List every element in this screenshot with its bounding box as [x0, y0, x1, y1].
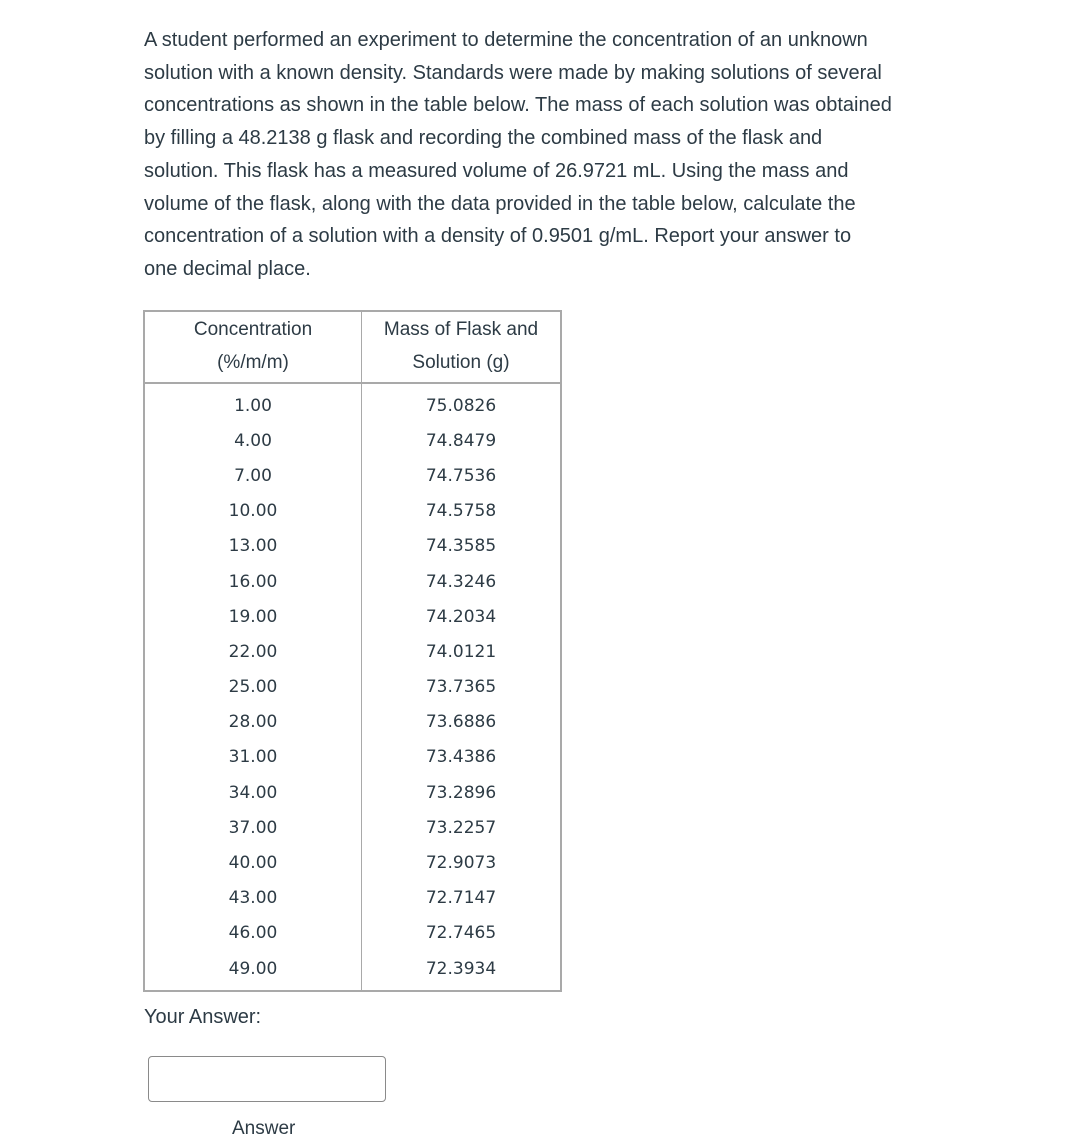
mass-cell: 73.7365	[425, 677, 497, 698]
mass-cell: 74.3585	[425, 536, 497, 557]
question-line: concentrations as shown in the table below. The mass of each solution was obtained	[144, 94, 892, 117]
table-row	[144, 845, 561, 880]
mass-cell: 74.7536	[425, 465, 497, 486]
data-table	[143, 310, 562, 992]
concentration-cell: 19.00	[144, 599, 362, 634]
mass-cell: 73.6886	[425, 712, 497, 733]
mass-cell: 72.7147	[425, 888, 497, 909]
question-text	[144, 24, 1004, 286]
question-line: concentration of a solution with a density of 0.9501 g/mL. Report your answer to	[144, 225, 852, 248]
mass-cell: 74.0121	[425, 641, 497, 662]
table-row	[144, 810, 561, 845]
table-row	[144, 951, 561, 991]
mass-cell: 72.3934	[425, 958, 497, 979]
question-line: volume of the flask, along with the data provided in the table below, calculate the	[144, 192, 856, 215]
concentration-cell: 22.00	[144, 634, 362, 669]
table-header	[144, 311, 561, 383]
mass-cell: 74.5758	[425, 501, 497, 522]
table-row	[144, 383, 561, 423]
concentration-cell: 49.00	[144, 951, 362, 991]
concentration-cell: 25.00	[144, 670, 362, 705]
header-mass	[362, 311, 562, 383]
concentration-cell: 40.00	[144, 845, 362, 880]
header-concentration	[144, 311, 362, 383]
mass-cell: 74.3246	[425, 571, 497, 592]
concentration-cell: 4.00	[144, 423, 362, 458]
table-row	[144, 705, 561, 740]
header-concentration-line1: Concentration	[193, 319, 313, 340]
table-row	[144, 458, 561, 493]
question-line: by filling a 48.2138 g flask and recording the combined mass of the flask and	[144, 127, 823, 150]
table-row	[144, 564, 561, 599]
table-row	[144, 599, 561, 634]
concentration-cell: 16.00	[144, 564, 362, 599]
concentration-cell: 28.00	[144, 705, 362, 740]
table-row	[144, 881, 561, 916]
question-line: solution with a known density. Standards were made by making solutions of several	[144, 61, 882, 84]
concentration-cell: 37.00	[144, 810, 362, 845]
mass-cell: 74.2034	[425, 606, 497, 627]
mass-cell: 72.7465	[425, 923, 497, 944]
concentration-cell: 34.00	[144, 775, 362, 810]
question-line: one decimal place.	[144, 257, 311, 280]
concentration-cell: 10.00	[144, 494, 362, 529]
header-row	[144, 311, 561, 383]
header-mass-line1: Mass of Flask and	[383, 319, 539, 340]
header-concentration-line2: (%/m/m)	[217, 352, 289, 373]
mass-cell: 75.0826	[425, 395, 497, 416]
table-row	[144, 529, 561, 564]
table-row	[144, 634, 561, 669]
answer-label: Your Answer:	[144, 1006, 262, 1028]
table-body	[144, 383, 561, 991]
table-row	[144, 494, 561, 529]
mass-cell: 73.2257	[425, 817, 497, 838]
concentration-cell: 13.00	[144, 529, 362, 564]
concentration-cell: 31.00	[144, 740, 362, 775]
table-row	[144, 740, 561, 775]
mass-cell: 73.4386	[425, 747, 497, 768]
mass-cell: 74.8479	[425, 430, 497, 451]
answer-input[interactable]	[148, 1056, 386, 1102]
table-row	[144, 670, 561, 705]
concentration-cell: 46.00	[144, 916, 362, 951]
mass-cell: 72.9073	[425, 853, 497, 874]
question-line: A student performed an experiment to determine the concentration of an unknown	[144, 29, 868, 51]
concentration-cell: 43.00	[144, 881, 362, 916]
answer-caption: Answer	[232, 1118, 296, 1139]
concentration-cell: 7.00	[144, 458, 362, 493]
concentration-cell: 1.00	[144, 383, 362, 423]
header-mass-line2: Solution (g)	[412, 352, 510, 373]
table-row	[144, 916, 561, 951]
table-row	[144, 423, 561, 458]
mass-cell: 73.2896	[425, 782, 497, 803]
table-row	[144, 775, 561, 810]
question-line: solution. This flask has a measured volume of 26.9721 mL. Using the mass and	[144, 159, 849, 182]
